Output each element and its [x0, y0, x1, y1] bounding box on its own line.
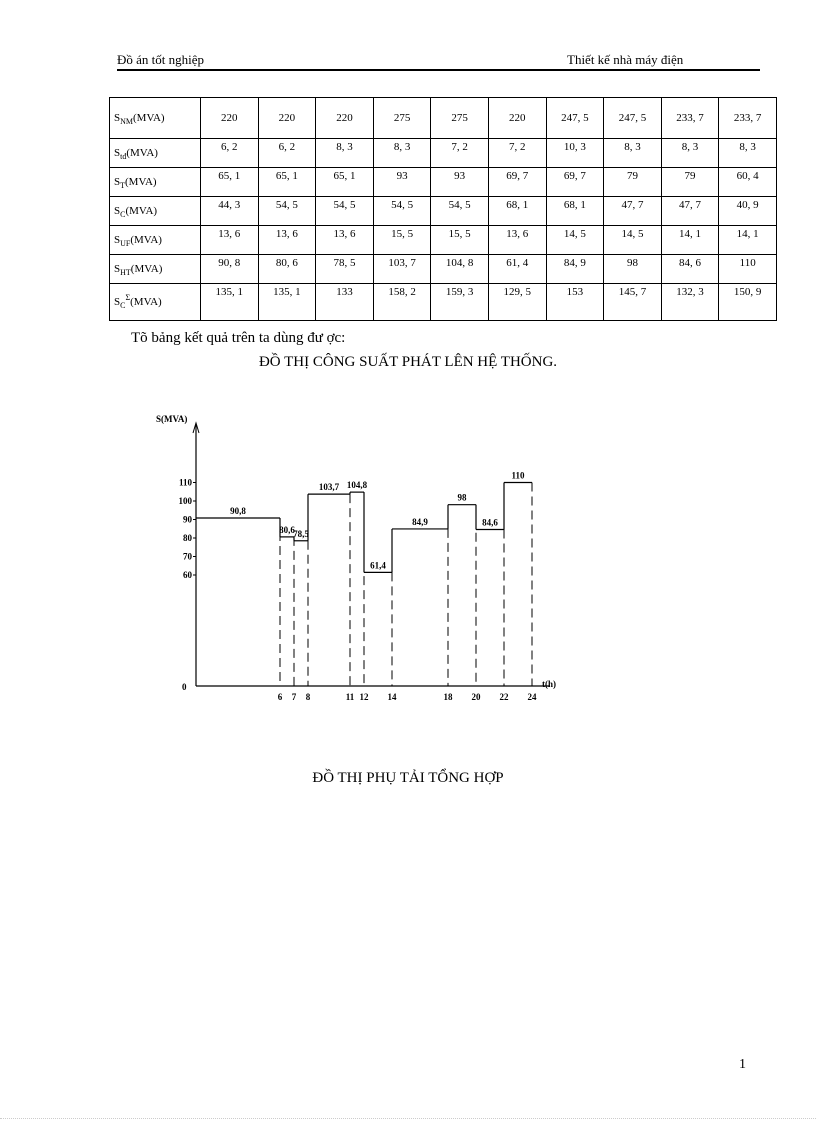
table-cell: 14, 1: [661, 226, 719, 255]
header-rule: [117, 69, 760, 71]
y-axis-label: S(MVA): [156, 414, 188, 424]
table-cell: 54, 5: [258, 197, 316, 226]
table-row: [110, 98, 777, 139]
table-cell: 110: [719, 255, 777, 284]
y-tick-label: 60: [183, 570, 192, 580]
table-cell: 135, 1: [201, 284, 259, 321]
row-label-main: S: [114, 296, 121, 308]
row-label-sub: HT: [120, 268, 131, 277]
table-cell: 13, 6: [201, 226, 259, 255]
row-label-main: S: [114, 176, 121, 188]
table-cell: 6, 2: [258, 139, 316, 168]
table-cell: 145, 7: [604, 284, 662, 321]
row-label-sup: Σ: [125, 293, 131, 302]
row-label-main: S: [114, 147, 121, 159]
row-label-main: S: [114, 234, 121, 246]
table-cell: 153: [546, 284, 604, 321]
row-label-unit: (MVA): [130, 234, 162, 246]
row-label-unit: (MVA): [130, 263, 163, 275]
table-cell: 159, 3: [431, 284, 489, 321]
data-label: 104,8: [346, 480, 368, 491]
data-label: 90,8: [230, 506, 246, 517]
table-cell: 47, 7: [661, 197, 719, 226]
table-cell: 13, 6: [488, 226, 546, 255]
table-cell: 247, 5: [546, 98, 604, 139]
table-cell: 15, 5: [373, 226, 431, 255]
x-tick-label: 20: [471, 692, 481, 702]
table-cell: 79: [604, 168, 662, 197]
row-label: [110, 255, 201, 284]
table-cell: 8, 3: [373, 139, 431, 168]
x-tick-label: 22: [499, 692, 509, 702]
x-tick-label: 7: [291, 692, 297, 702]
table-cell: 129, 5: [488, 284, 546, 321]
table-cell: 14, 5: [604, 226, 662, 255]
row-label: [110, 197, 201, 226]
table-row: [110, 226, 777, 255]
y-tick-label: 70: [183, 551, 192, 562]
table-cell: 78, 5: [316, 255, 374, 284]
table-cell: 10, 3: [546, 139, 604, 168]
row-label-unit: (MVA): [130, 296, 162, 308]
table-cell: 65, 1: [201, 168, 259, 197]
data-label: 61,4: [370, 560, 386, 571]
table-cell: 135, 1: [258, 284, 316, 321]
chart-title: ĐỒ THỊ CÔNG SUẤT PHÁT LÊN HỆ THỐNG.: [258, 354, 558, 370]
data-label: 80,6: [279, 524, 295, 535]
table-cell: 233, 7: [661, 98, 719, 139]
table-cell: 54, 5: [316, 197, 374, 226]
table-cell: 40, 9: [719, 197, 777, 226]
row-label-sub: C: [120, 210, 126, 219]
table-cell: 93: [431, 168, 489, 197]
results-table: [109, 97, 777, 321]
data-label: 110: [511, 470, 525, 481]
table-cell: 6, 2: [201, 139, 259, 168]
table-row: [110, 255, 777, 284]
x-tick-label: 14: [387, 692, 397, 702]
table-cell: 132, 3: [661, 284, 719, 321]
table-cell: 54, 5: [431, 197, 489, 226]
table-cell: 79: [661, 168, 719, 197]
x-tick-label: 12: [359, 692, 369, 702]
row-label: [110, 139, 201, 168]
table-cell: 233, 7: [719, 98, 777, 139]
table-cell: 98: [604, 255, 662, 284]
data-label: 84,6: [482, 517, 498, 528]
row-label-main: S: [114, 205, 121, 217]
table-cell: 220: [258, 98, 316, 139]
table-cell: 15, 5: [431, 226, 489, 255]
table-row: [110, 168, 777, 197]
x-axis-label: t(h): [542, 679, 556, 689]
table-cell: 47, 7: [604, 197, 662, 226]
table-cell: 220: [316, 98, 374, 139]
header-left-title: Đồ án tốt nghiệp: [117, 52, 205, 67]
data-label: 84,9: [412, 516, 428, 527]
row-label-sub: T: [120, 181, 126, 190]
row-label-unit: (MVA): [125, 176, 157, 188]
table-row: [110, 284, 777, 321]
row-label-main: S: [114, 112, 121, 124]
table-cell: 84, 6: [661, 255, 719, 284]
row-label-sub: C: [120, 301, 126, 310]
header-right-title: Thiết kế nhà máy điện: [567, 52, 684, 67]
table-cell: 61, 4: [488, 255, 546, 284]
footer-rule: [0, 1118, 816, 1119]
table-cell: 80, 6: [258, 255, 316, 284]
x-tick-label: 18: [443, 692, 453, 702]
x-tick-label: 6: [277, 692, 283, 702]
row-label-unit: (MVA): [126, 147, 158, 159]
table-cell: 69, 7: [488, 168, 546, 197]
table-cell: 8, 3: [719, 139, 777, 168]
x-tick-label: 24: [527, 692, 537, 702]
row-label-sub: tđ: [120, 152, 127, 161]
intro-text: Tõ bảng kết quả trên ta dùng đư ợc:: [131, 330, 346, 346]
table-cell: 13, 6: [316, 226, 374, 255]
table-cell: 84, 9: [546, 255, 604, 284]
table-cell: 158, 2: [373, 284, 431, 321]
table-cell: 14, 5: [546, 226, 604, 255]
y-tick-label: 80: [183, 533, 192, 543]
table-cell: 90, 8: [201, 255, 259, 284]
table-cell: 7, 2: [431, 139, 489, 168]
table-cell: 14, 1: [719, 226, 777, 255]
y-tick-label: 0: [182, 682, 187, 692]
table-cell: 65, 1: [316, 168, 374, 197]
table-cell: 103, 7: [373, 255, 431, 284]
table-cell: 7, 2: [488, 139, 546, 168]
table-cell: 275: [431, 98, 489, 139]
table-cell: 68, 1: [488, 197, 546, 226]
table-cell: 133: [316, 284, 374, 321]
table-cell: 8, 3: [661, 139, 719, 168]
table-cell: 93: [373, 168, 431, 197]
row-label-sub: NM: [120, 117, 134, 126]
row-label: [110, 226, 201, 255]
table-cell: 220: [201, 98, 259, 139]
y-tick-label: 90: [183, 514, 192, 525]
row-label-main: S: [114, 263, 121, 275]
table-cell: 8, 3: [316, 139, 374, 168]
data-label: 98: [457, 492, 467, 503]
table-row: [110, 197, 777, 226]
table-cell: 13, 6: [258, 226, 316, 255]
y-tick-label: 100: [178, 496, 192, 506]
page-number: 1: [739, 1057, 746, 1072]
table-cell: 54, 5: [373, 197, 431, 226]
power-step-chart: [150, 405, 556, 705]
table-cell: 220: [488, 98, 546, 139]
data-label: 78,5: [293, 528, 309, 539]
x-tick-label: 11: [345, 692, 355, 702]
second-chart-title: ĐỒ THỊ PHỤ TẢI TỔNG HỢP: [312, 770, 504, 786]
table-cell: 69, 7: [546, 168, 604, 197]
table-cell: 275: [373, 98, 431, 139]
table-cell: 44, 3: [201, 197, 259, 226]
table-cell: 247, 5: [604, 98, 662, 139]
x-tick-label: 8: [305, 692, 311, 702]
y-tick-label: 110: [178, 477, 192, 488]
row-label: [110, 168, 201, 197]
row-label: [110, 98, 201, 139]
table-cell: 150, 9: [719, 284, 777, 321]
row-label: [110, 284, 201, 321]
table-row: [110, 139, 777, 168]
row-label-sub: UF: [120, 239, 131, 248]
row-label-unit: (MVA): [125, 205, 158, 217]
table-cell: 8, 3: [604, 139, 662, 168]
table-cell: 60, 4: [719, 168, 777, 197]
table-cell: 65, 1: [258, 168, 316, 197]
data-label: 103,7: [318, 482, 340, 493]
table-cell: 68, 1: [546, 197, 604, 226]
table-cell: 104, 8: [431, 255, 489, 284]
row-label-unit: (MVA): [133, 112, 165, 124]
